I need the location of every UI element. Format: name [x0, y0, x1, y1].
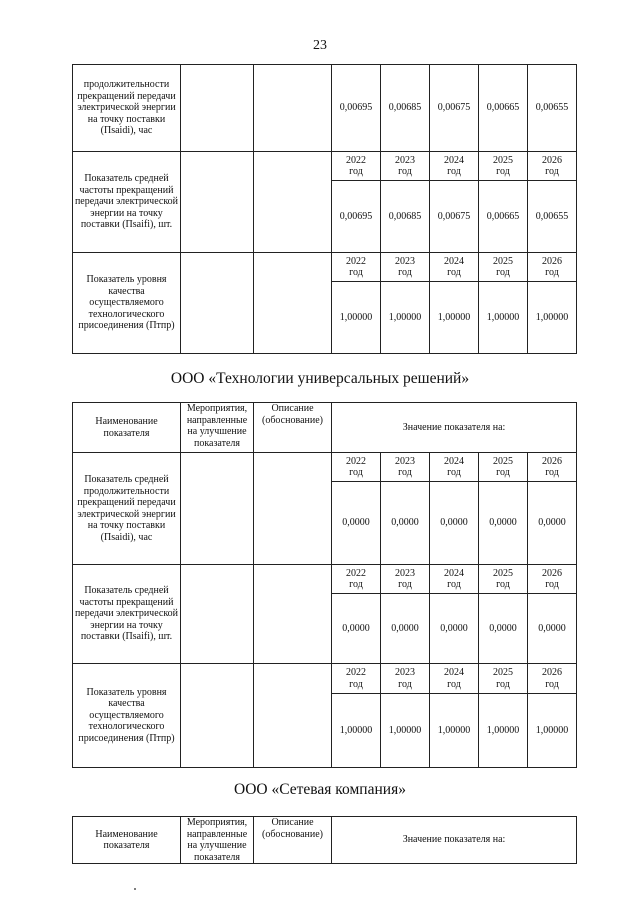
year-value: 2022 [346, 255, 366, 267]
year-value: 2026 [542, 154, 562, 166]
value-cell: 1,00000 [528, 694, 577, 768]
value-cell: 0,00665 [479, 65, 528, 152]
description-cell [254, 152, 332, 253]
year-unit: год [447, 267, 461, 278]
year-value: 2024 [444, 154, 464, 166]
year-unit: год [398, 678, 412, 690]
year-value: 2026 [542, 567, 563, 579]
year-header [479, 453, 528, 482]
value-cell: 1,00000 [381, 694, 430, 768]
year-value: 2024 [444, 455, 464, 467]
year-value: 2026 [542, 667, 563, 678]
indicator-name: Показатель средней продолжительности прекращений передачи электрической энергии на точку поставки (Пsaidi), час [73, 453, 181, 565]
year-unit: год [496, 267, 510, 278]
year-header [430, 664, 479, 694]
value-cell: 1,00000 [381, 282, 430, 354]
description-cell [254, 253, 332, 354]
value-cell: 1,00000 [430, 694, 479, 768]
year-header [430, 152, 479, 181]
column-header-values: Значение показателя на: [332, 817, 577, 864]
value-cell: 0,0000 [332, 594, 381, 664]
value-cell: 0,00695 [332, 181, 381, 253]
indicator-name: Показатель уровня качества осуществляемого технологического присоединения (Птпр) [73, 253, 181, 354]
year-value: 2023 [395, 255, 415, 267]
year-value: 2024 [444, 255, 464, 267]
year-header [528, 664, 577, 694]
year-value: 2025 [493, 255, 513, 267]
year-unit: год [545, 678, 559, 690]
description-cell [254, 453, 332, 565]
year-header [332, 565, 381, 594]
year-unit: год [398, 467, 412, 478]
year-header [430, 253, 479, 282]
year-unit: год [496, 678, 510, 690]
year-header [528, 152, 577, 181]
year-unit: год [398, 267, 412, 278]
value-cell: 0,00665 [479, 181, 528, 253]
year-value: 2024 [444, 567, 464, 579]
year-unit: год [496, 166, 510, 177]
scan-speck [134, 888, 136, 890]
year-header [381, 453, 430, 482]
indicators-table [72, 402, 577, 768]
measures-cell [181, 453, 254, 565]
year-value: 2022 [346, 455, 366, 467]
year-unit: год [545, 166, 559, 177]
value-cell: 1,00000 [332, 282, 381, 354]
year-header [381, 253, 430, 282]
year-value: 2025 [493, 567, 513, 579]
table-row [73, 253, 577, 282]
year-value: 2025 [493, 667, 513, 678]
measures-cell [181, 65, 254, 152]
year-header [381, 565, 430, 594]
year-header [528, 565, 577, 594]
table-row [73, 453, 577, 482]
year-unit: год [545, 579, 559, 590]
value-cell: 0,00675 [430, 65, 479, 152]
value-cell: 0,0000 [479, 482, 528, 565]
year-unit: год [545, 467, 559, 478]
indicators-table [72, 816, 577, 864]
column-header-name: Наименование показателя [73, 817, 181, 864]
year-value: 2026 [542, 255, 562, 267]
year-value: 2023 [395, 455, 415, 467]
value-cell: 0,0000 [528, 594, 577, 664]
year-header [332, 253, 381, 282]
year-header [528, 253, 577, 282]
year-unit: год [447, 166, 461, 177]
value-cell: 0,00655 [528, 65, 577, 152]
year-unit: год [349, 166, 363, 177]
year-header [479, 664, 528, 694]
value-cell: 1,00000 [332, 694, 381, 768]
table-row [73, 152, 577, 181]
year-value: 2026 [542, 455, 563, 467]
value-cell: 0,00695 [332, 65, 381, 152]
year-unit: год [447, 678, 461, 690]
value-cell: 0,0000 [528, 482, 577, 565]
year-value: 2025 [493, 455, 513, 467]
value-cell: 0,0000 [381, 482, 430, 565]
year-value: 2022 [346, 154, 366, 166]
year-header [479, 565, 528, 594]
description-cell [254, 565, 332, 664]
year-header [381, 152, 430, 181]
year-header [430, 565, 479, 594]
year-unit: год [349, 579, 363, 590]
year-value: 2022 [346, 567, 366, 579]
description-cell [254, 664, 332, 768]
year-unit: год [398, 579, 412, 590]
value-cell: 0,0000 [479, 594, 528, 664]
year-header [332, 664, 381, 694]
value-cell: 0,0000 [332, 482, 381, 565]
year-header [332, 453, 381, 482]
year-value: 2024 [444, 667, 464, 678]
table-header-row [73, 403, 577, 453]
value-cell: 1,00000 [479, 694, 528, 768]
year-unit: год [447, 579, 461, 590]
column-header-description: Описание (обоснование) [254, 817, 332, 864]
year-unit: год [349, 678, 363, 690]
year-value: 2025 [493, 154, 513, 166]
column-header-measures: Мероприятия, направленные на улучшение показателя [181, 403, 254, 453]
year-value: 2023 [395, 667, 415, 678]
section-heading: ООО «Сетевая компания» [234, 781, 406, 798]
year-value: 2023 [395, 567, 415, 579]
table-row [73, 65, 577, 152]
year-header [528, 453, 577, 482]
description-cell [254, 65, 332, 152]
indicator-name: Показатель средней частоты прекращений передачи электрической энергии на точку поставки (Пsaifi), шт. [73, 152, 181, 253]
measures-cell [181, 253, 254, 354]
year-header [332, 152, 381, 181]
year-unit: год [545, 267, 559, 278]
year-unit: год [447, 467, 461, 478]
value-cell: 1,00000 [528, 282, 577, 354]
column-header-name: Наименование показателя [73, 403, 181, 453]
year-header [479, 152, 528, 181]
continuation-table [72, 64, 577, 354]
year-unit: год [496, 467, 510, 478]
indicator-name: Показатель средней частоты прекращений передачи электрической энергии на точку поставки (Пsaifi), шт. [73, 565, 181, 664]
indicator-name: продолжительности прекращений передачи электрической энергии на точку поставки (Пsaidi), час [73, 65, 181, 152]
year-header [430, 453, 479, 482]
year-value: 2023 [395, 154, 415, 166]
column-header-measures: Мероприятия, направленные на улучшение показателя [181, 817, 254, 864]
year-value: 2022 [346, 667, 366, 678]
value-cell: 0,00655 [528, 181, 577, 253]
value-cell: 0,00685 [381, 181, 430, 253]
column-header-values: Значение показателя на: [332, 403, 577, 453]
value-cell: 0,0000 [430, 482, 479, 565]
year-unit: год [349, 467, 363, 478]
measures-cell [181, 152, 254, 253]
indicator-name: Показатель уровня качества осуществляемого технологического присоединения (Птпр) [73, 664, 181, 768]
value-cell: 0,00675 [430, 181, 479, 253]
measures-cell [181, 565, 254, 664]
table-row [73, 565, 577, 594]
value-cell: 1,00000 [430, 282, 479, 354]
year-unit: год [349, 267, 363, 278]
table-row [73, 664, 577, 694]
value-cell: 0,0000 [430, 594, 479, 664]
value-cell: 0,0000 [381, 594, 430, 664]
value-cell: 0,00685 [381, 65, 430, 152]
year-header [479, 253, 528, 282]
year-unit: год [398, 166, 412, 177]
page-number: 23 [313, 38, 327, 53]
measures-cell [181, 664, 254, 768]
year-header [381, 664, 430, 694]
year-unit: год [496, 579, 510, 590]
column-header-description: Описание (обоснование) [254, 403, 332, 453]
table-header-row [73, 817, 577, 864]
section-heading: ООО «Технологии универсальных решений» [170, 370, 470, 387]
value-cell: 1,00000 [479, 282, 528, 354]
